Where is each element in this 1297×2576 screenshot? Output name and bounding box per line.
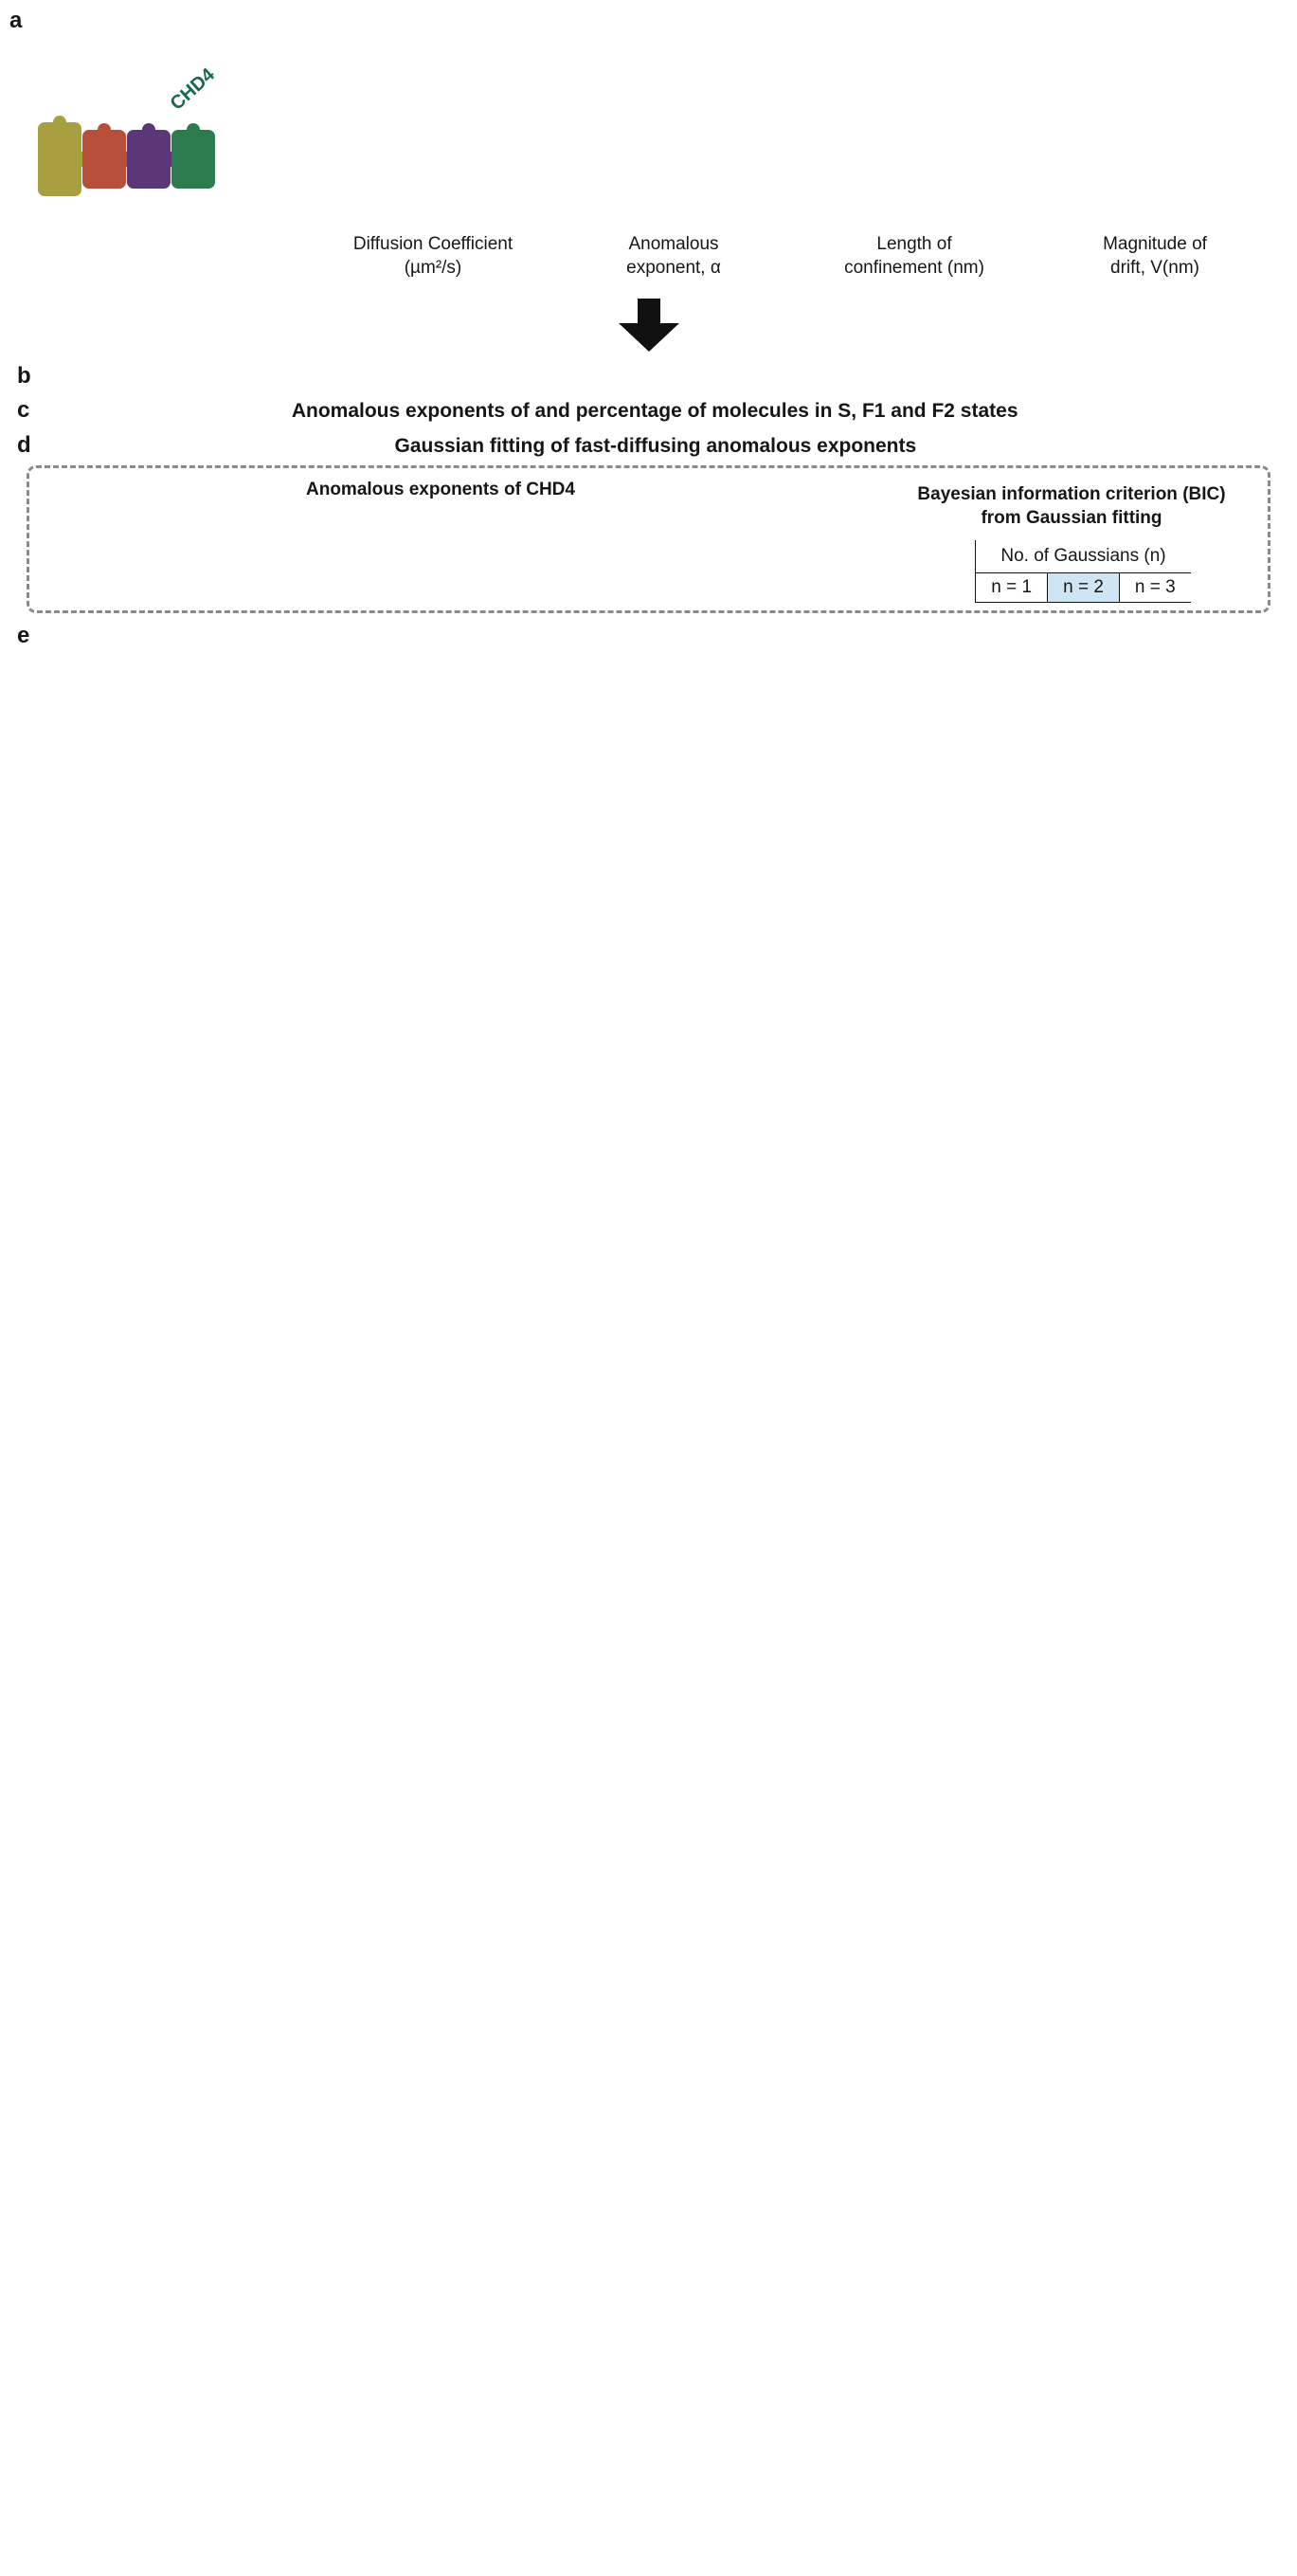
panel-label-b: b: [17, 363, 31, 390]
panel-d: [0, 428, 1297, 618]
bic-empty-header: [952, 572, 976, 602]
panel-label-e: e: [17, 622, 30, 648]
bic-title: Bayesian information criterion (BIC) from Gaussian fitting: [917, 484, 1226, 529]
gaussian-fitting-plots-area: [43, 480, 814, 602]
panel-a-row: [11, 32, 1297, 227]
panel-d-title: Gaussian fitting of fast-diffusing anomalous exponents: [394, 435, 917, 458]
x-axis-label-anomalous: Anomalous exponent, α: [626, 234, 721, 278]
gaussian-fitting-box: [27, 465, 1270, 612]
bic-col-n2: n = 2: [1048, 572, 1120, 602]
puzzle-piece-green: [171, 130, 215, 189]
bic-col-n3: n = 3: [1119, 572, 1190, 602]
x-axis-labels-row: [313, 233, 1297, 280]
bic-group-header-row: [952, 540, 1190, 573]
figure-root: [0, 0, 1297, 666]
panel-label-a: a: [9, 8, 23, 33]
bic-table: [952, 540, 1190, 603]
panel-c-title: Anomalous exponents of and percentage of molecules in S, F1 and F2 states: [291, 400, 1018, 423]
diagram-cell: [11, 39, 288, 221]
panel-e: [0, 619, 1297, 653]
x-axis-label-drift: Magnitude of drift, V(nm): [1103, 234, 1207, 278]
x-axis-label-confinement: Length of confinement (nm): [844, 234, 984, 278]
panel-b: [0, 359, 1297, 393]
bic-group-header: No. of Gaussians (n): [976, 540, 1191, 573]
bic-area: [825, 480, 1297, 602]
down-arrow-head: [619, 323, 679, 352]
complex-diagram: [11, 39, 288, 221]
down-arrow-icon: [619, 299, 679, 352]
bic-empty-header: [952, 540, 976, 573]
complex-label: CHD4: [166, 63, 219, 115]
panel-a-histogram-grid: [0, 32, 1297, 227]
panel-c: [0, 393, 1297, 428]
bic-column-header-row: [952, 572, 1190, 602]
down-arrow-stem: [638, 299, 660, 323]
panel-label-c: c: [17, 397, 30, 424]
x-axis-label-diffusion: Diffusion Coefficient (µm²/s): [352, 234, 513, 278]
panel-label-d: d: [17, 432, 31, 459]
panel-d-subtitle: Anomalous exponents of CHD4: [306, 480, 575, 500]
bic-col-n1: n = 1: [976, 572, 1048, 602]
